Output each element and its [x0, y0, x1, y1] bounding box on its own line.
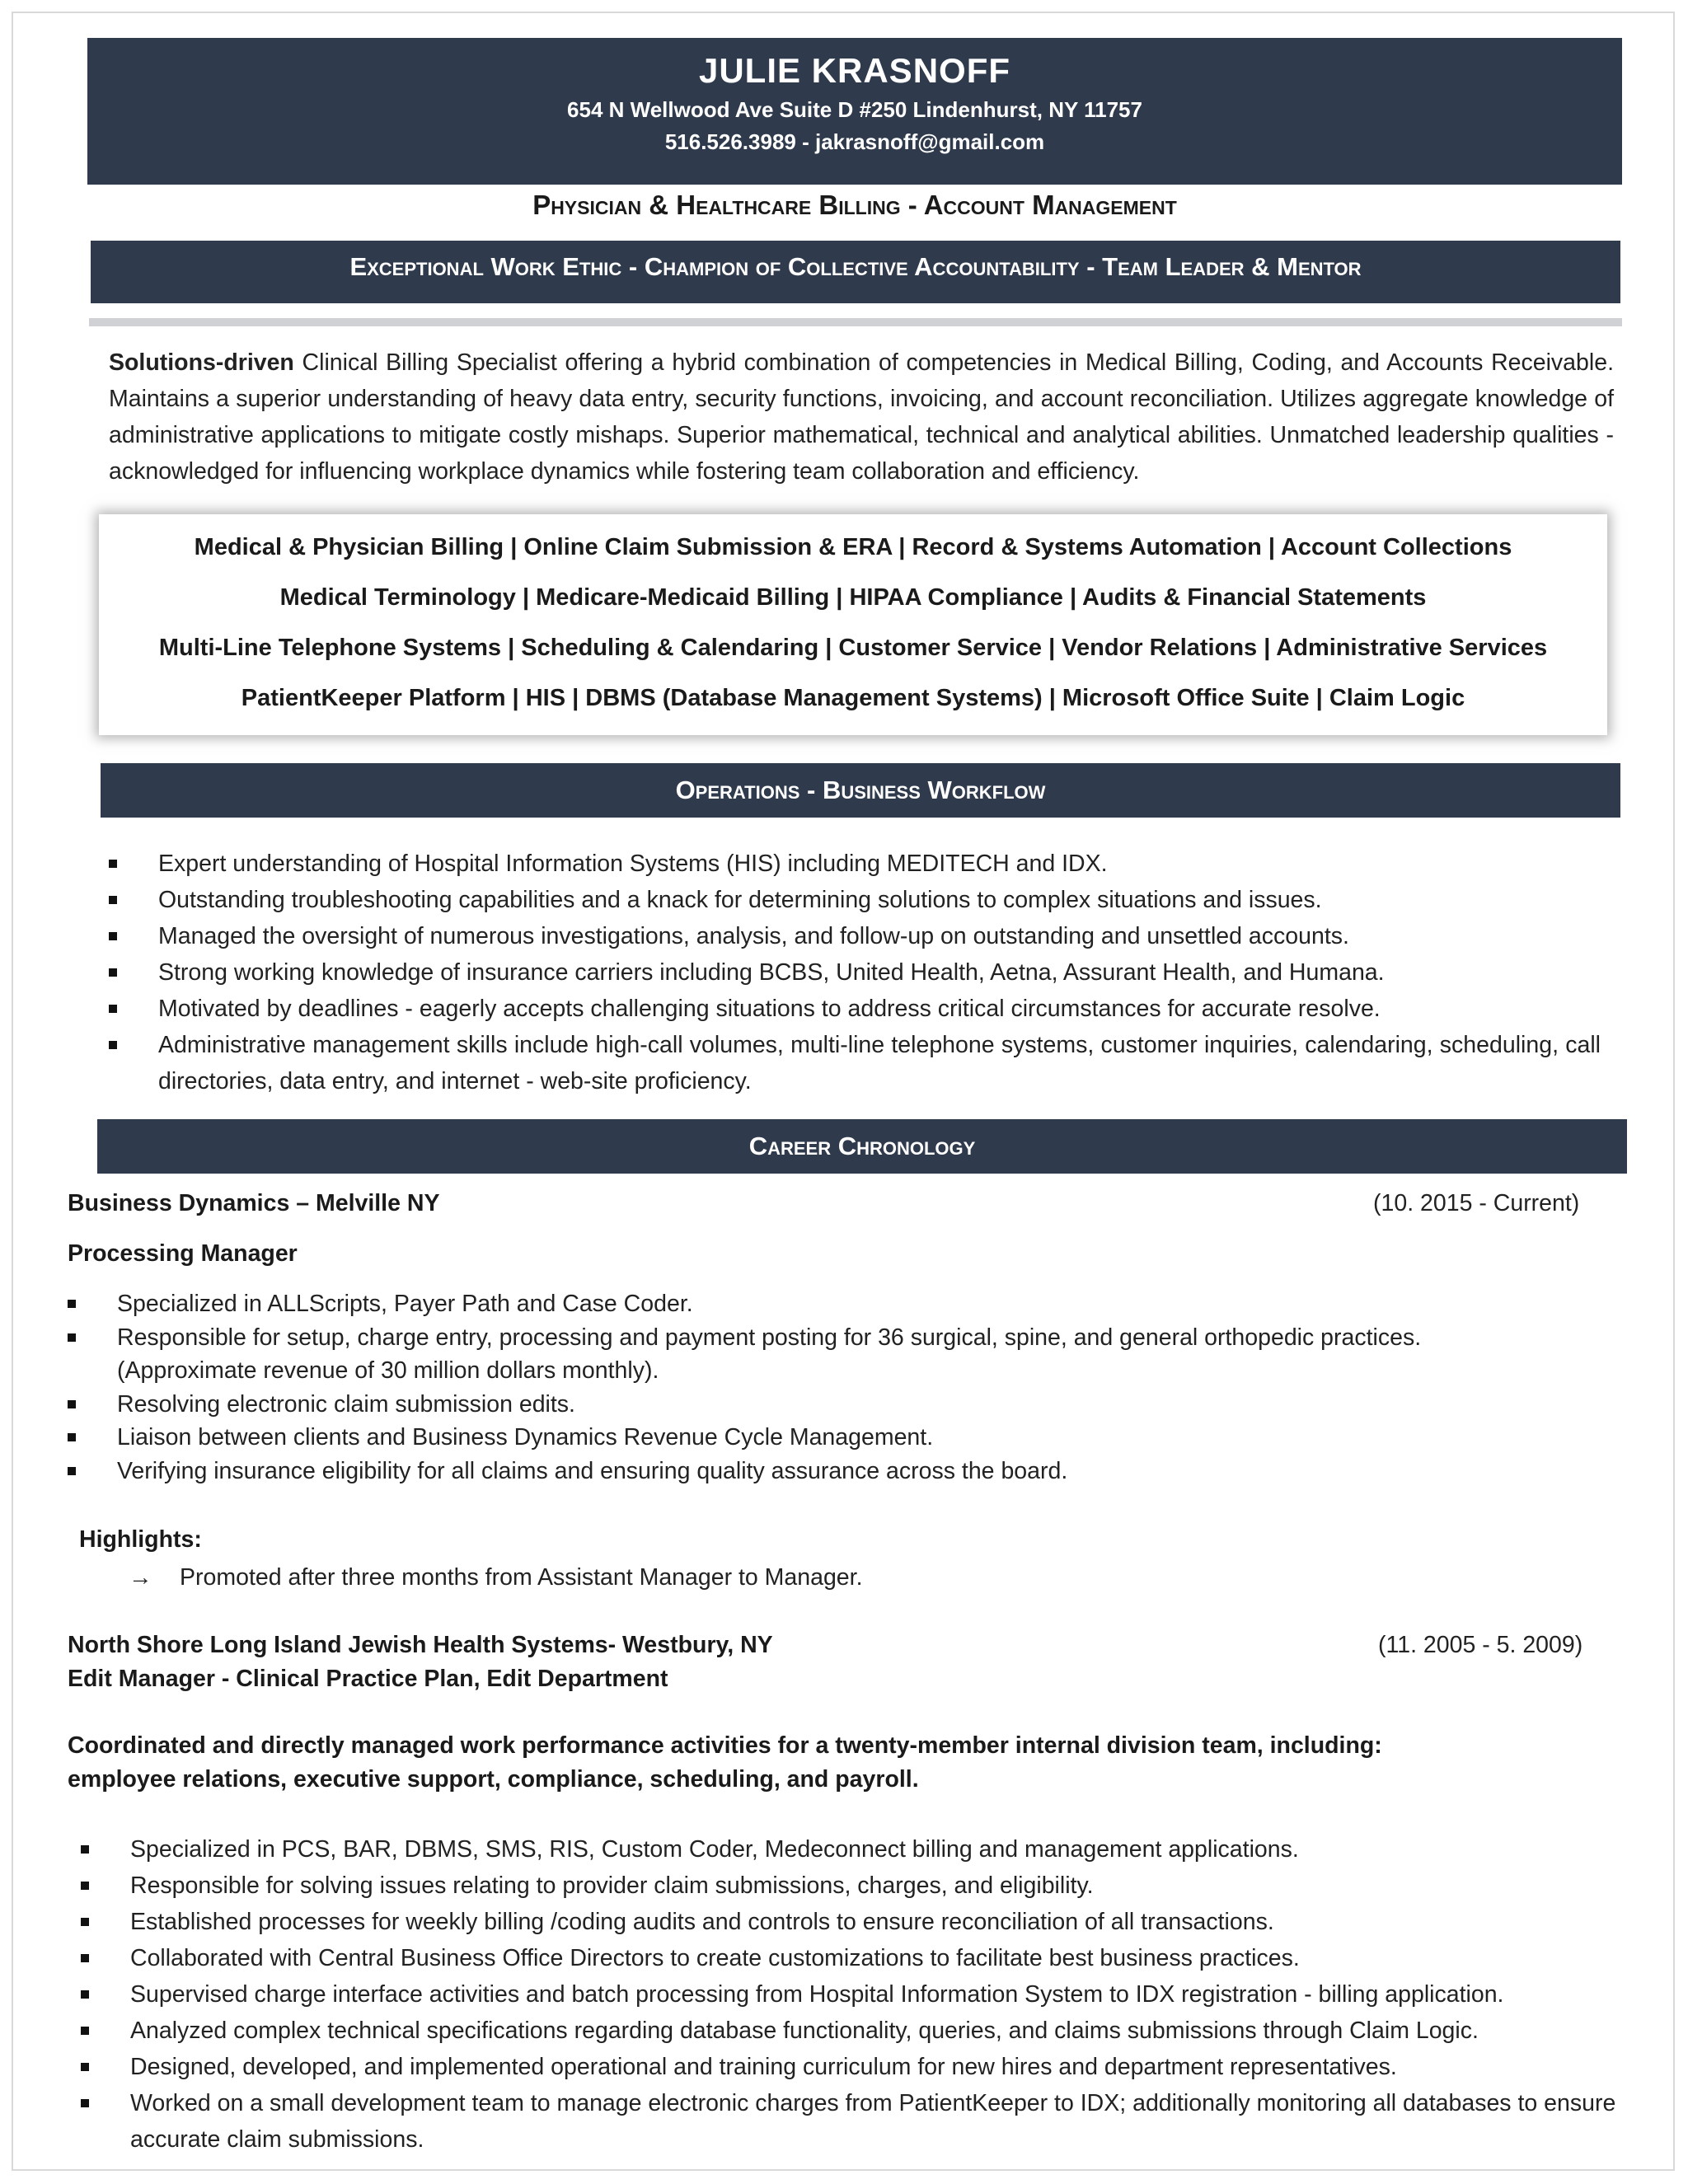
bullet-square-icon: [109, 860, 117, 868]
job2-dates: (11. 2005 - 5. 2009): [1378, 1632, 1583, 1658]
tagline-banner: Exceptional Work Ethic - Champion of Collective Accountability - Team Leader & Mentor: [91, 241, 1620, 303]
list-item: Administrative management skills include high-call volumes, multi-line telephone systems, customer inquiries, calendaring, scheduling, call directories, data entry, and internet - web-site proficiency.: [109, 1027, 1601, 1099]
highlights-label: Highlights:: [79, 1526, 202, 1553]
list-item: Worked on a small development team to manage electronic charges from PatientKeeper to IDX; additionally monitoring all databases to ensure accurate claim submissions.: [76, 2085, 1642, 2158]
bullet-square-icon: [81, 2063, 89, 2071]
list-item: Verifying insurance eligibility for all claims and ensuring quality assurance across the board.: [68, 1455, 1551, 1488]
list-item: Specialized in PCS, BAR, DBMS, SMS, RIS, Custom Coder, Medeconnect billing and management applications.: [76, 1831, 1642, 1868]
list-item: Motivated by deadlines - eagerly accepts challenging situations to address critical circumstances for accurate resolve.: [109, 991, 1601, 1027]
job2-bullets: [76, 1831, 1642, 2158]
job1-title: Processing Manager: [68, 1240, 298, 1267]
list-item: Resolving electronic claim submission edits.: [68, 1388, 1551, 1422]
job2-overview-line1: Coordinated and directly managed work performance activities for a twenty-member internal division team, including:: [68, 1732, 1382, 1759]
highlight-text: Promoted after three months from Assistant Manager to Manager.: [180, 1564, 863, 1591]
list-item: Strong working knowledge of insurance carriers including BCBS, United Health, Aetna, Assurant Health, and Humana.: [109, 954, 1601, 991]
skills-row: PatientKeeper Platform | HIS | DBMS (Database Management Systems) | Microsoft Office Suite | Claim Logic: [241, 685, 1465, 711]
header-banner: [87, 38, 1622, 185]
job2-overview-line2: employee relations, executive support, compliance, scheduling, and payroll.: [68, 1766, 919, 1793]
divider-rule: [89, 318, 1622, 326]
bullet-square-icon: [81, 2027, 89, 2035]
bullet-square-icon: [68, 1333, 76, 1342]
bullet-square-icon: [81, 1990, 89, 1999]
list-item: Designed, developed, and implemented operational and training curriculum for new hires and department representatives.: [76, 2049, 1642, 2085]
list-item: Expert understanding of Hospital Information Systems (HIS) including MEDITECH and IDX.: [109, 846, 1601, 882]
list-item: Liaison between clients and Business Dynamics Revenue Cycle Management.: [68, 1421, 1551, 1455]
right-arrow-icon: →: [129, 1564, 152, 1591]
job1-dates: (10. 2015 - Current): [1373, 1190, 1580, 1216]
list-item: Responsible for solving issues relating to provider claim submissions, charges, and eligibility.: [76, 1868, 1642, 1904]
bullet-square-icon: [68, 1467, 76, 1475]
job2-title: Edit Manager - Clinical Practice Plan, Edit Department: [68, 1666, 668, 1692]
bullet-square-icon: [68, 1433, 76, 1441]
bullet-square-icon: [68, 1300, 76, 1308]
summary-paragraph: [109, 344, 1614, 490]
skills-row: Medical & Physician Billing | Online Claim Submission & ERA | Record & Systems Automation | Account Collections: [194, 534, 1512, 560]
bullet-square-icon: [109, 1005, 117, 1013]
bullet-square-icon: [81, 2099, 89, 2107]
bullet-square-icon: [109, 1041, 117, 1049]
list-item: Outstanding troubleshooting capabilities and a knack for determining solutions to complex situations and issues.: [109, 882, 1601, 918]
bullet-square-icon: [81, 1882, 89, 1890]
list-item: Collaborated with Central Business Office Directors to create customizations to facilitate best business practices.: [76, 1940, 1642, 1976]
bullet-square-icon: [81, 1845, 89, 1854]
job1-bullets: [68, 1287, 1551, 1488]
bullet-square-icon: [68, 1400, 76, 1408]
list-item: Managed the oversight of numerous investigations, analysis, and follow-up on outstanding and unsettled accounts.: [109, 918, 1601, 954]
contact-info: 516.526.3989 - jakrasnoff@gmail.com: [664, 129, 1045, 154]
bullet-square-icon: [109, 932, 117, 940]
bullet-square-icon: [109, 968, 117, 977]
career-heading: Career Chronology: [97, 1119, 1627, 1174]
summary-text: Clinical Billing Specialist offering a hybrid combination of competencies in Medical Billing, Coding, and Accounts Receivable. Maintains a superior understanding of heavy data entry, security functions, invoicing, and account reconciliation. Utilizes aggregate knowledge of administrative applications to mitigate costly mishaps. Superior mathematical, technical and analytical abilities. Unmatched leadership qualities - acknowledged for influencing workplace dynamics while fostering team collaboration and efficiency.: [109, 349, 1614, 485]
list-item: Analyzed complex technical specifications regarding database functionality, queries, and claims submissions through Claim Logic.: [76, 2013, 1642, 2049]
operations-heading: Operations - Business Workflow: [101, 763, 1620, 818]
list-item: Established processes for weekly billing /coding audits and controls to ensure reconciliation of all transactions.: [76, 1904, 1642, 1940]
summary-lead: Solutions-driven: [109, 349, 294, 376]
list-item: Supervised charge interface activities and batch processing from Hospital Information System to IDX registration - billing application.: [76, 1976, 1642, 2013]
list-item: Specialized in ALLScripts, Payer Path and Case Coder.: [68, 1287, 1551, 1321]
operations-bullets: [109, 846, 1601, 1099]
bullet-square-icon: [81, 1918, 89, 1926]
bullet-square-icon: [81, 1954, 89, 1962]
professional-title: Physician & Healthcare Billing - Account Management: [532, 190, 1177, 220]
bullet-square-icon: [109, 896, 117, 904]
job2-company: North Shore Long Island Jewish Health Systems- Westbury, NY: [68, 1632, 773, 1658]
highlight-item: [129, 1564, 863, 1591]
job1-company: Business Dynamics – Melville NY: [68, 1190, 440, 1216]
candidate-name: JULIE KRASNOFF: [698, 51, 1010, 90]
skills-row: Multi-Line Telephone Systems | Scheduling & Calendaring | Customer Service | Vendor Relations | Administrative Services: [158, 635, 1548, 661]
list-item: Responsible for setup, charge entry, processing and payment posting for 36 surgical, spine, and general orthopedic practices. (Approximate revenue of 30 million dollars monthly).: [68, 1321, 1551, 1388]
address: 654 N Wellwood Ave Suite D #250 Lindenhurst, NY 11757: [567, 97, 1142, 122]
skills-row: Medical Terminology | Medicare-Medicaid Billing | HIPAA Compliance | Audits & Financial Statements: [279, 584, 1427, 611]
skills-box: [99, 514, 1607, 735]
